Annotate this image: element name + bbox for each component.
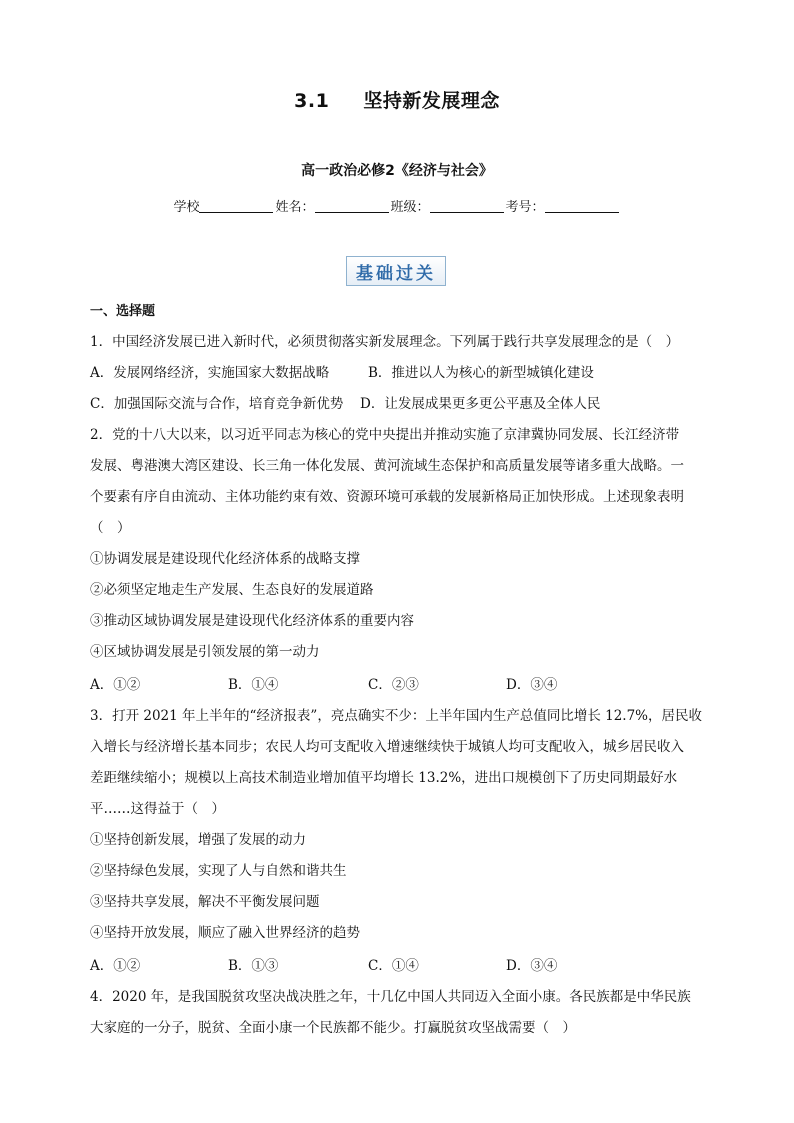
- statement-item: ④区域协调发展是引领发展的第一动力: [90, 644, 320, 660]
- class-label: 班级：: [390, 200, 430, 215]
- title-number: 3.1: [294, 90, 330, 112]
- question-stem-line: 4．2020 年，是我国脱贫攻坚决战决胜之年，十几亿中国人共同迈入全面小康。各民族都是中华民族: [90, 989, 691, 1005]
- statement-item: ③推动区域协调发展是建设现代化经济体系的重要内容: [90, 613, 414, 629]
- question-stem-line: 差距继续缩小；规模以上高技术制造业增加值平均增长 13.2%，进出口规模创下了历史同期最好水: [90, 770, 678, 786]
- school-field[interactable]: [199, 199, 273, 213]
- option-c: C．①④: [368, 958, 419, 974]
- question-stem-line: 个要素有序自由流动、主体功能约束有效、资源环境可承载的发展新格局正加快形成。上述现象表明: [90, 489, 684, 505]
- exam-number-label: 考号：: [505, 200, 545, 215]
- name-field[interactable]: [315, 199, 389, 213]
- page-title: [0, 86, 794, 113]
- option-a: A．①②: [90, 677, 141, 693]
- question-stem-line: 大家庭的一分子，脱贫、全面小康一个民族都不能少。打赢脱贫攻坚战需要（ ）: [90, 1020, 576, 1036]
- question-stem-line: 平……这得益于（ ）: [90, 801, 225, 817]
- option-d: D．让发展成果更多更公平惠及全体人民: [360, 396, 601, 412]
- badge-text: 基础过关: [356, 263, 436, 284]
- statement-item: ③坚持共享发展，解决不平衡发展问题: [90, 894, 320, 910]
- basics-badge: [346, 256, 446, 286]
- name-label: 姓名：: [275, 200, 315, 215]
- option-b: B．①③: [228, 958, 279, 974]
- option-a: A．发展网络经济，实施国家大数据战略: [90, 365, 330, 381]
- statement-item: ②坚持绿色发展，实现了人与自然和谐共生: [90, 863, 347, 879]
- option-d: D．③④: [506, 677, 558, 693]
- title-text: 坚持新发展理念: [363, 90, 500, 112]
- question-stem-line: 发展、粤港澳大湾区建设、长三角一体化发展、黄河流域生态保护和高质量发展等诸多重大战略。一: [90, 458, 684, 474]
- school-label: 学校: [173, 200, 200, 215]
- option-c: C．②③: [368, 677, 419, 693]
- question-stem: 1．中国经济发展已进入新时代，必须贯彻落实新发展理念。下列属于践行共享发展理念的是（ ）: [90, 334, 680, 350]
- option-b: B．①④: [228, 677, 279, 693]
- question-stem-line: 入增长与经济增长基本同步；农民人均可支配收入增速继续快于城镇人均可支配收入，城乡居民收入: [90, 739, 684, 755]
- option-b: B．推进以人为核心的新型城镇化建设: [368, 365, 594, 381]
- statement-item: ①坚持创新发展，增强了发展的动力: [90, 832, 306, 848]
- question-stem-line: （ ）: [90, 520, 131, 536]
- exam-number-field[interactable]: [545, 199, 619, 213]
- question-stem-line: 2．党的十八大以来，以习近平同志为核心的党中央提出并推动实施了京津冀协同发展、长江经济带: [90, 427, 680, 443]
- statement-item: ①协调发展是建设现代化经济体系的战略支撑: [90, 551, 360, 567]
- statement-item: ④坚持开放发展，顺应了融入世界经济的趋势: [90, 925, 360, 941]
- class-field[interactable]: [430, 199, 504, 213]
- question-stem-line: 3．打开 2021 年上半年的“经济报表”，亮点确实不少：上半年国内生产总值同比增长 12.7%，居民收: [90, 708, 703, 724]
- option-d: D．③④: [506, 958, 558, 974]
- option-a: A．①②: [90, 958, 141, 974]
- option-c: C．加强国际交流与合作，培育竞争新优势: [90, 396, 344, 412]
- statement-item: ②必须坚定地走生产发展、生态良好的发展道路: [90, 582, 374, 598]
- student-info-line: [0, 196, 794, 215]
- subtitle: 高一政治必修2《经济与社会》: [301, 163, 493, 179]
- section-heading: 一、选择题: [90, 304, 156, 319]
